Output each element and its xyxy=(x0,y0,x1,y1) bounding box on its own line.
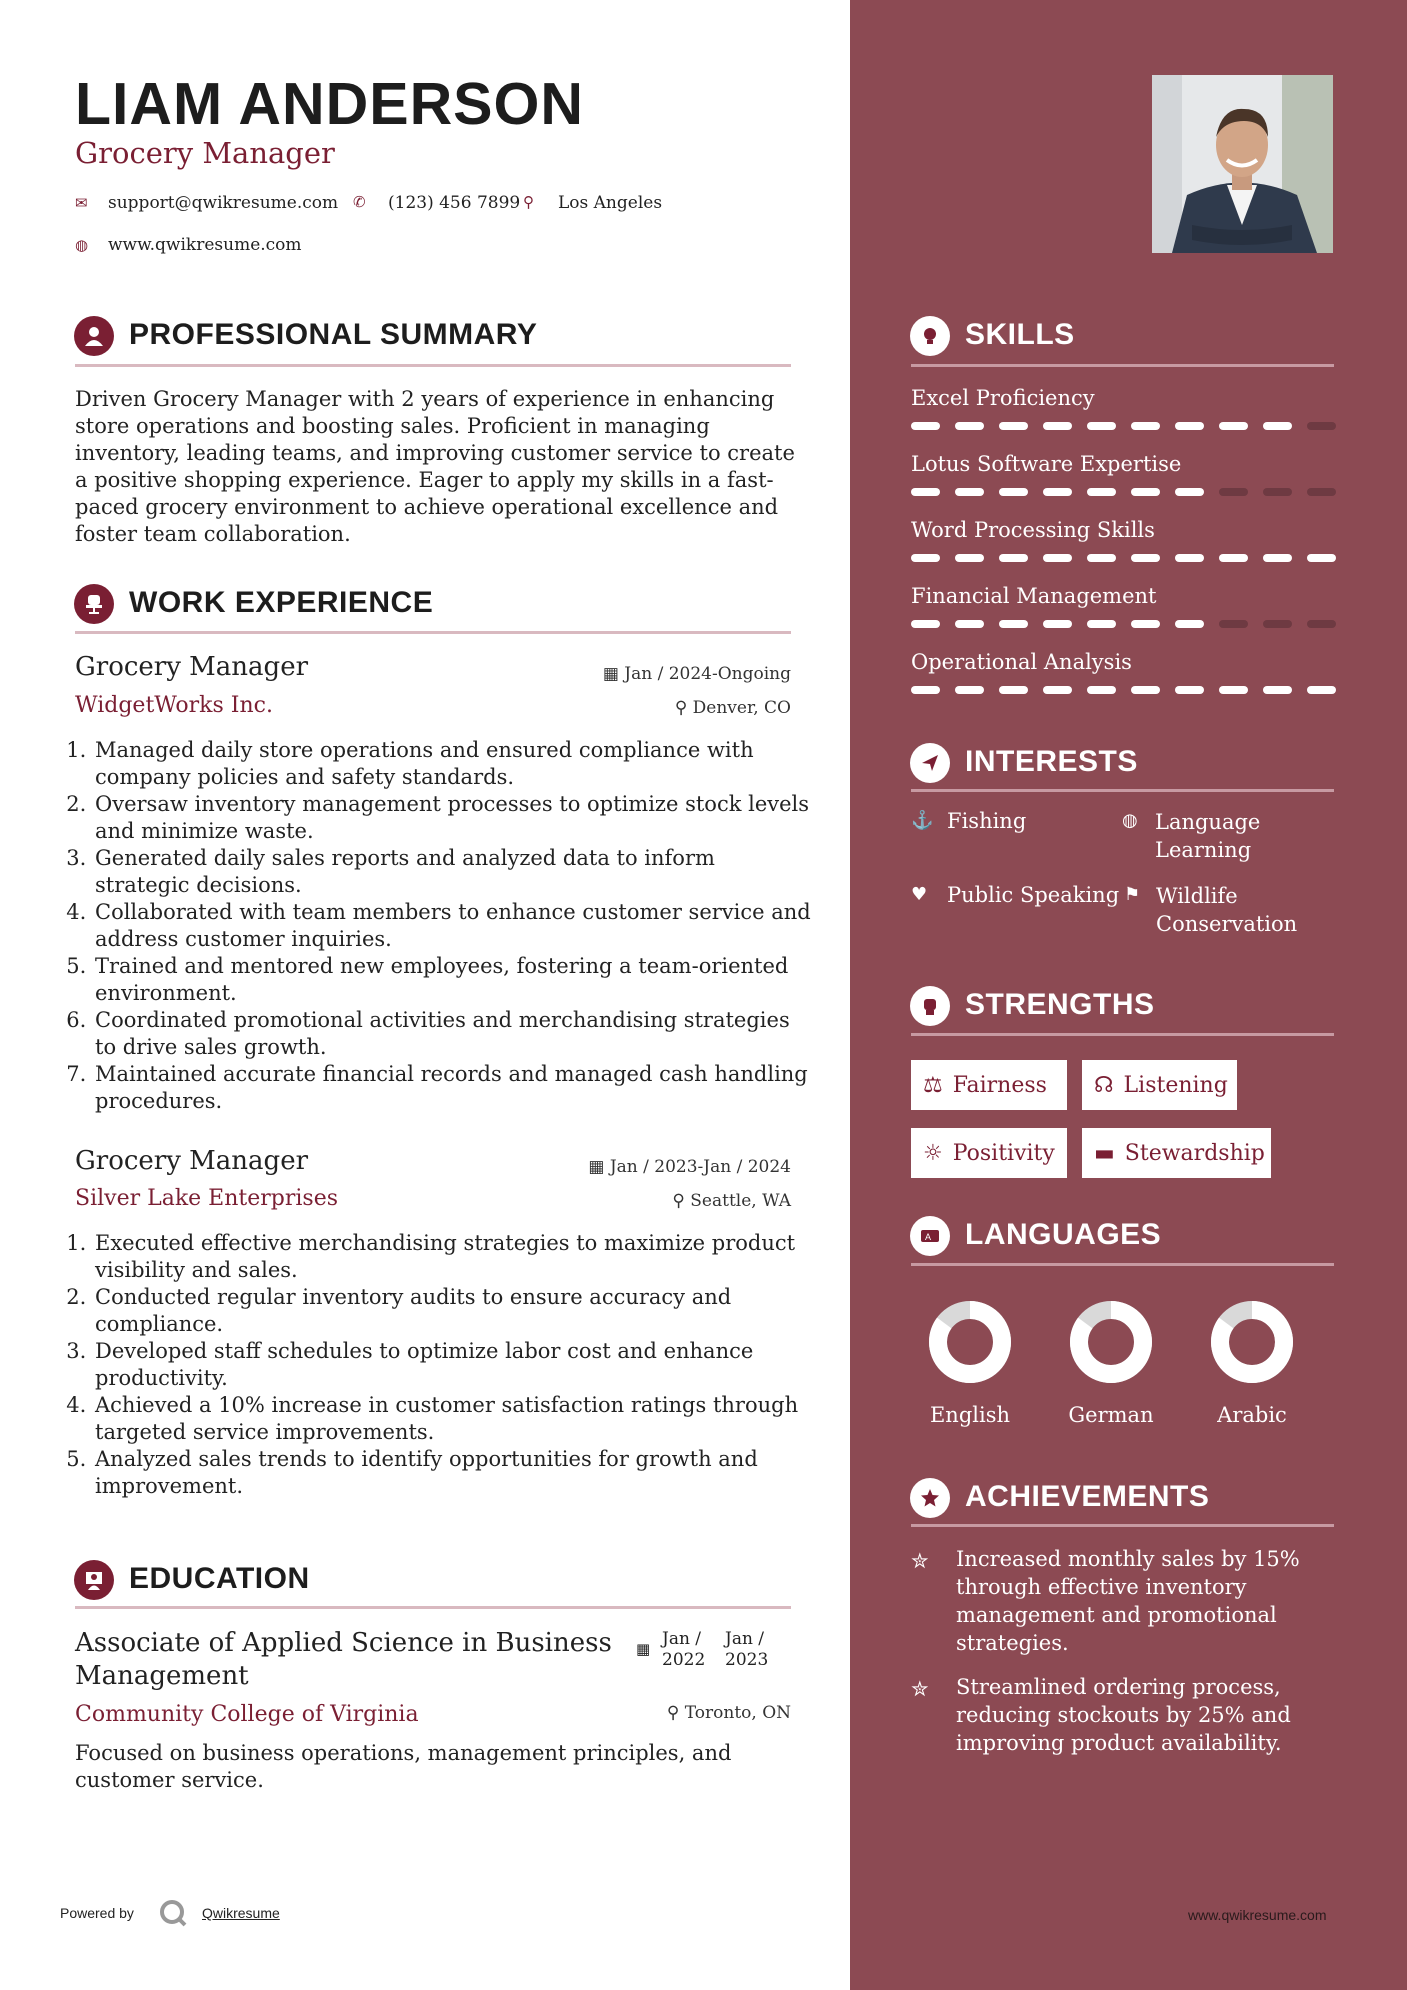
skill-dash xyxy=(1175,686,1204,694)
job-title: Grocery Manager xyxy=(75,1146,309,1176)
skill-rating xyxy=(911,422,1336,430)
skill-name: Operational Analysis xyxy=(911,650,1132,674)
edu-start-month: Jan / xyxy=(662,1629,702,1649)
location-text: Los Angeles xyxy=(558,193,663,213)
calendar-icon: ▦ xyxy=(588,1157,605,1177)
achievement-item: Increased monthly sales by 15% through effective inventory management and promotional strategies. xyxy=(956,1547,1300,1655)
summary-text: Driven Grocery Manager with 2 years of experience in enhancing store operations and boosting sales. Proficient in managing inventory, leading teams, and improving customer service to create a positive shopping experience. Eager to apply my skills in a fast-paced grocery environment to achieve operational excellence and foster team collaboration. xyxy=(75,387,795,546)
achievement-item: Streamlined ordering process, reducing stockouts by 25% and improving product availability. xyxy=(956,1675,1291,1755)
skill-dash xyxy=(1219,620,1248,628)
skill-name: Excel Proficiency xyxy=(911,386,1095,410)
skill-dash xyxy=(911,620,940,628)
skill-dash xyxy=(1307,686,1336,694)
skill-rating xyxy=(911,554,1336,562)
phone-icon: ✆ xyxy=(353,193,366,211)
email-link[interactable]: support@qwikresume.com xyxy=(108,193,339,213)
shooting-star-icon: ✮ xyxy=(911,1549,929,1573)
school-name: Community College of Virginia xyxy=(75,1702,419,1727)
edu-end-year: 2023 xyxy=(725,1650,769,1670)
summary-heading: PROFESSIONAL SUMMARY xyxy=(129,318,538,351)
sun-icon: ☼ xyxy=(923,1140,943,1166)
list-item: 3. Generated daily sales reports and analyzed data to inform strategic decisions. xyxy=(93,845,811,899)
skill-dash xyxy=(1131,488,1160,496)
interest-item: Wildlife Conservation xyxy=(1156,884,1298,936)
anchor-icon: ⚓ xyxy=(911,810,934,831)
education-heading: EDUCATION xyxy=(129,1562,310,1595)
language-icon xyxy=(910,1216,950,1256)
candidate-title: Grocery Manager xyxy=(75,136,335,170)
heartbeat-icon: ♥ xyxy=(911,884,928,905)
strength-label: Stewardship xyxy=(1124,1140,1265,1166)
list-item: 1. Managed daily store operations and ensured compliance with company policies and safety standards. xyxy=(93,737,811,791)
achievements-divider xyxy=(911,1524,1334,1527)
skill-dash xyxy=(1263,686,1292,694)
graduate-icon xyxy=(74,1560,114,1600)
edu-start-date xyxy=(662,1629,705,1671)
list-item: 7. Maintained accurate financial records and managed cash handling procedures. xyxy=(93,1061,811,1115)
star-badge-icon xyxy=(910,1478,950,1518)
profile-photo xyxy=(1152,75,1333,253)
skill-dash xyxy=(999,488,1028,496)
website-link[interactable]: www.qwikresume.com xyxy=(108,235,302,255)
lightbulb-icon xyxy=(910,316,950,356)
job-location xyxy=(675,698,791,718)
job-dates-text: Jan / 2023-Jan / 2024 xyxy=(609,1157,791,1177)
strengths-divider xyxy=(911,1033,1334,1036)
skill-dash xyxy=(1131,686,1160,694)
languages-heading: LANGUAGES xyxy=(965,1218,1162,1251)
qwikresume-link[interactable]: Qwikresume xyxy=(202,1905,280,1921)
job-dates xyxy=(603,664,791,684)
skill-dash xyxy=(1087,620,1116,628)
edu-end-date xyxy=(725,1629,768,1671)
experience-heading: WORK EXPERIENCE xyxy=(129,586,434,619)
skill-dash xyxy=(999,620,1028,628)
skill-dash xyxy=(1175,422,1204,430)
language-name: Arabic xyxy=(1217,1403,1287,1427)
skill-dash xyxy=(1263,554,1292,562)
job-location-text: Seattle, WA xyxy=(690,1191,791,1211)
job-duties-list xyxy=(75,1230,811,1500)
fist-icon xyxy=(910,986,950,1026)
edu-location-text: Toronto, ON xyxy=(684,1703,791,1723)
skill-dash xyxy=(1219,686,1248,694)
list-item: 5. Trained and mentored new employees, fostering a team-oriented environment. xyxy=(93,953,811,1007)
list-item: 1. Executed effective merchandising strategies to maximize product visibility and sales. xyxy=(93,1230,811,1284)
location-pin-icon: ⚲ xyxy=(523,193,534,211)
calendar-icon: ▦ xyxy=(636,1640,651,1658)
skill-dash xyxy=(911,488,940,496)
phone-text: (123) 456 7899 xyxy=(388,193,521,213)
interest-item: Fishing xyxy=(947,809,1027,833)
skill-dash xyxy=(1263,620,1292,628)
skill-dash xyxy=(1175,554,1204,562)
skill-dash xyxy=(955,488,984,496)
calendar-icon: ▦ xyxy=(602,664,619,684)
skill-name: Financial Management xyxy=(911,584,1157,608)
strength-chip xyxy=(1082,1128,1271,1178)
skill-dash xyxy=(1219,488,1248,496)
skill-dash xyxy=(1087,488,1116,496)
headphones-icon: ☊ xyxy=(1094,1072,1114,1098)
job-company: Silver Lake Enterprises xyxy=(75,1186,339,1211)
skill-dash xyxy=(1043,620,1072,628)
envelope-icon: ✉ xyxy=(75,194,88,212)
skill-name: Word Processing Skills xyxy=(911,518,1155,542)
strength-label: Positivity xyxy=(952,1140,1055,1166)
user-icon xyxy=(74,316,114,356)
language-donut xyxy=(1069,1300,1153,1388)
edu-start-year: 2022 xyxy=(662,1650,706,1670)
paper-plane-icon xyxy=(910,743,950,783)
globe-icon: ◍ xyxy=(75,236,89,254)
skill-dash xyxy=(911,554,940,562)
skill-dash xyxy=(1087,422,1116,430)
edu-location xyxy=(667,1703,791,1723)
list-item: 2. Oversaw inventory management processes to optimize stock levels and minimize waste. xyxy=(93,791,811,845)
skill-dash xyxy=(955,554,984,562)
job-title: Grocery Manager xyxy=(75,652,309,682)
summary-divider xyxy=(75,364,791,367)
skill-rating xyxy=(911,488,1336,496)
skill-dash xyxy=(1131,620,1160,628)
skill-dash xyxy=(955,620,984,628)
powered-by-label: Powered by xyxy=(60,1905,134,1921)
binoculars-icon: ⚑ xyxy=(1124,884,1141,905)
candidate-name: LIAM ANDERSON xyxy=(75,71,585,137)
job-location-text: Denver, CO xyxy=(692,698,791,718)
skill-dash xyxy=(1043,488,1072,496)
strengths-heading: STRENGTHS xyxy=(965,988,1155,1021)
interest-item: Language Learning xyxy=(1155,810,1261,862)
skill-dash xyxy=(999,422,1028,430)
pushpin-icon: ⚲ xyxy=(674,698,688,718)
pushpin-icon: ⚲ xyxy=(666,1703,680,1723)
job-dates-text: Jan / 2024-Ongoing xyxy=(624,664,791,684)
skill-dash xyxy=(1175,620,1204,628)
footer-url[interactable]: www.qwikresume.com xyxy=(1188,1907,1327,1923)
list-item: 6. Coordinated promotional activities and merchandising strategies to drive sales growth. xyxy=(93,1007,811,1061)
languages-divider xyxy=(911,1263,1334,1266)
interests-divider xyxy=(911,789,1334,792)
skill-rating xyxy=(911,620,1336,628)
job-location xyxy=(672,1191,791,1211)
skill-dash xyxy=(1307,554,1336,562)
portrait-illustration xyxy=(1152,75,1333,253)
experience-divider xyxy=(75,631,791,634)
list-item: 4. Collaborated with team members to enhance customer service and address customer inquiries. xyxy=(93,899,811,953)
achievements-heading: ACHIEVEMENTS xyxy=(965,1480,1210,1513)
job-dates xyxy=(588,1157,791,1177)
skill-dash xyxy=(1219,554,1248,562)
edu-description: Focused on business operations, management principles, and customer service. xyxy=(75,1741,732,1792)
pushpin-icon: ⚲ xyxy=(672,1191,685,1211)
skill-dash xyxy=(911,422,940,430)
skills-divider xyxy=(911,364,1334,367)
edu-end-month: Jan / xyxy=(725,1629,765,1649)
skill-dash xyxy=(1263,488,1292,496)
job-company: WidgetWorks Inc. xyxy=(75,693,273,718)
skill-dash xyxy=(955,422,984,430)
degree-title: Associate of Applied Science in Business Management xyxy=(75,1628,612,1691)
list-item: 2. Conducted regular inventory audits to ensure accuracy and compliance. xyxy=(93,1284,811,1338)
list-item: 4. Achieved a 10% increase in customer satisfaction ratings through targeted service improvements. xyxy=(93,1392,811,1446)
svg-text:A: A xyxy=(925,1232,932,1242)
skill-rating xyxy=(911,686,1336,694)
language-name: English xyxy=(929,1403,1011,1427)
globe-icon: ◍ xyxy=(1122,810,1138,831)
skill-dash xyxy=(1307,488,1336,496)
skill-dash xyxy=(911,686,940,694)
skill-dash xyxy=(1043,422,1072,430)
skill-dash xyxy=(999,554,1028,562)
skill-dash xyxy=(1043,554,1072,562)
interests-heading: INTERESTS xyxy=(965,745,1138,778)
shooting-star-icon: ✮ xyxy=(911,1677,929,1701)
strength-label: Fairness xyxy=(952,1072,1047,1098)
skill-name: Lotus Software Expertise xyxy=(911,452,1182,476)
education-divider xyxy=(75,1606,791,1609)
job-duties-list xyxy=(75,737,811,1115)
list-item: 5. Analyzed sales trends to identify opportunities for growth and improvement. xyxy=(93,1446,811,1500)
scale-icon: ⚖ xyxy=(923,1072,943,1098)
language-donut xyxy=(1210,1300,1294,1388)
skill-dash xyxy=(1131,422,1160,430)
interest-item: Public Speaking xyxy=(947,883,1120,907)
skill-dash xyxy=(1307,620,1336,628)
skill-dash xyxy=(1175,488,1204,496)
skills-heading: SKILLS xyxy=(965,318,1075,351)
language-donut xyxy=(928,1300,1012,1388)
toolbox-icon: ▬ xyxy=(1094,1140,1115,1166)
skill-dash xyxy=(999,686,1028,694)
strength-chip xyxy=(1082,1060,1237,1110)
skill-dash xyxy=(1219,422,1248,430)
strength-chip xyxy=(911,1128,1067,1178)
qwikresume-logo-icon xyxy=(158,1898,188,1932)
skill-dash xyxy=(1087,686,1116,694)
skill-dash xyxy=(1087,554,1116,562)
skill-dash xyxy=(1263,422,1292,430)
briefcase-chair-icon xyxy=(74,584,114,624)
strength-label: Listening xyxy=(1123,1072,1228,1098)
skill-dash xyxy=(1131,554,1160,562)
list-item: 3. Developed staff schedules to optimize labor cost and enhance productivity. xyxy=(93,1338,811,1392)
skill-dash xyxy=(1307,422,1336,430)
language-name: German xyxy=(1068,1403,1154,1427)
strength-chip xyxy=(911,1060,1067,1110)
skill-dash xyxy=(1043,686,1072,694)
skill-dash xyxy=(955,686,984,694)
